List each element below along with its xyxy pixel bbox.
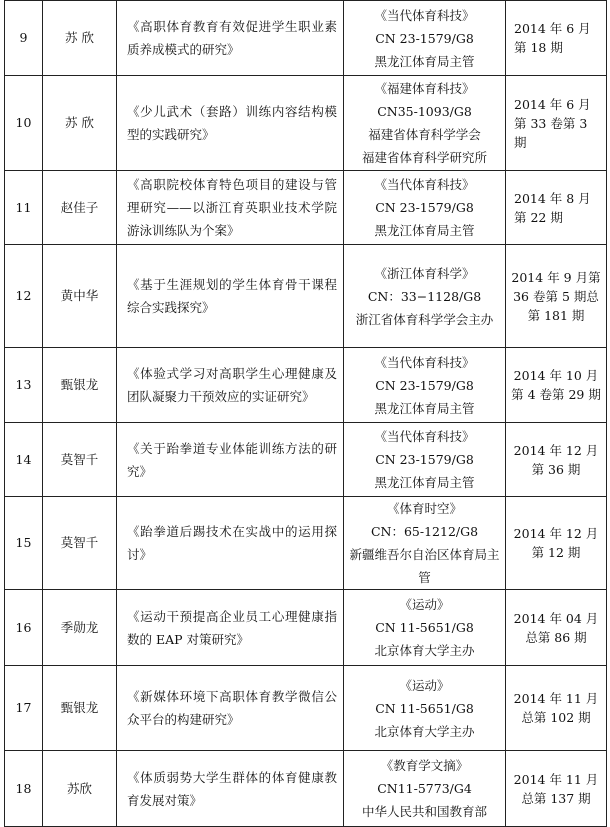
journal-publisher: 北京体育大学主办 bbox=[374, 723, 475, 739]
journal-info bbox=[344, 497, 506, 590]
publish-date: 2014 年 04 月总第 86 期 bbox=[506, 590, 607, 666]
table-row bbox=[5, 423, 607, 497]
publish-date: 2014 年 12 月第 36 期 bbox=[506, 423, 607, 497]
table-row bbox=[5, 497, 607, 590]
table-row bbox=[5, 76, 607, 171]
publish-date: 2014 年 10 月第 4 卷第 29 期 bbox=[506, 348, 607, 423]
journal-info bbox=[344, 348, 506, 423]
author: 苏 欣 bbox=[43, 1, 117, 76]
author: 黄中华 bbox=[43, 245, 117, 348]
journal-publisher: 黑龙江体育局主管 bbox=[374, 223, 475, 238]
paper-title: 《少儿武术（套路）训练内容结构模型的实践研究》 bbox=[117, 76, 344, 171]
journal-info bbox=[344, 666, 506, 751]
row-number: 14 bbox=[5, 423, 43, 497]
journal-publisher: 福建省体育科学学会 bbox=[368, 127, 481, 142]
publish-date: 2014 年 6 月第 18 期 bbox=[506, 1, 607, 76]
publish-date: 2014 年 12 月第 12 期 bbox=[506, 497, 607, 590]
row-number: 11 bbox=[5, 171, 43, 245]
journal-cn: CN 23-1579/G8 bbox=[375, 30, 474, 46]
journal-publisher: 北京体育大学主办 bbox=[374, 643, 475, 658]
row-number: 16 bbox=[5, 590, 43, 666]
author: 甄银龙 bbox=[43, 348, 117, 423]
paper-title: 《体验式学习对高职学生心理健康及团队凝聚力干预效应的实证研究》 bbox=[117, 348, 344, 423]
journal-name: 《当代体育科技》 bbox=[374, 354, 475, 370]
journal-cn: CN 23-1579/G8 bbox=[375, 377, 474, 393]
row-number: 10 bbox=[5, 76, 43, 171]
paper-title: 《高职院校体育特色项目的建设与管理研究——以浙江育英职业技术学院游泳训练队为个案》 bbox=[117, 171, 344, 245]
journal-cn: CN35-1093/G8 bbox=[377, 104, 472, 119]
journal-cn: CN 23-1579/G8 bbox=[375, 452, 474, 467]
table-row bbox=[5, 590, 607, 666]
journal-cn: CN 23-1579/G8 bbox=[375, 200, 474, 215]
author: 苏欣 bbox=[43, 751, 117, 827]
publication-table bbox=[4, 0, 607, 827]
table-row bbox=[5, 171, 607, 245]
journal-cn: CN：33−1128/G8 bbox=[367, 288, 482, 304]
publish-date: 2014 年 6 月第 33 卷第 3 期 bbox=[506, 76, 607, 171]
journal-name: 《福建体育科技》 bbox=[374, 81, 475, 96]
table-row bbox=[5, 348, 607, 423]
journal-publisher: 黑龙江体育局主管 bbox=[374, 53, 475, 69]
journal-name: 《体育时空》 bbox=[386, 501, 462, 516]
journal-info bbox=[344, 245, 506, 348]
paper-title: 《关于跆拳道专业体能训练方法的研究》 bbox=[117, 423, 344, 497]
row-number: 18 bbox=[5, 751, 43, 827]
journal-name: 《运动》 bbox=[399, 597, 450, 612]
author: 甄银龙 bbox=[43, 666, 117, 751]
publish-date: 2014 年 9 月第 36 卷第 5 期总第 181 期 bbox=[506, 245, 607, 348]
author: 莫智千 bbox=[43, 497, 117, 590]
row-number: 17 bbox=[5, 666, 43, 751]
paper-title: 《新媒体环境下高职体育教学微信公众平台的构建研究》 bbox=[117, 666, 344, 751]
journal-name: 《教育学文摘》 bbox=[380, 758, 469, 773]
row-number: 9 bbox=[5, 1, 43, 76]
paper-title: 《跆拳道后踢技术在实战中的运用探讨》 bbox=[117, 497, 344, 590]
author: 苏 欣 bbox=[43, 76, 117, 171]
journal-cn: CN 11-5651/G8 bbox=[375, 700, 474, 716]
journal-cn: CN11-5773/G4 bbox=[377, 781, 472, 796]
journal-publisher: 中华人民共和国教育部 bbox=[361, 804, 487, 819]
journal-publisher: 新疆维吾尔自治区体育局主管 bbox=[349, 547, 500, 585]
author: 莫智千 bbox=[43, 423, 117, 497]
publish-date: 2014 年 11 月总第 102 期 bbox=[506, 666, 607, 751]
paper-title: 《体质弱势大学生群体的体育健康教育发展对策》 bbox=[117, 751, 344, 827]
journal-publisher: 浙江省体育科学学会主办 bbox=[355, 311, 494, 327]
journal-info bbox=[344, 1, 506, 76]
table-row bbox=[5, 245, 607, 348]
journal-cn: CN 11-5651/G8 bbox=[375, 620, 474, 635]
author: 季勋龙 bbox=[43, 590, 117, 666]
publish-date: 2014 年 8 月第 22 期 bbox=[506, 171, 607, 245]
journal-publisher: 黑龙江体育局主管 bbox=[374, 475, 475, 490]
journal-name: 《运动》 bbox=[399, 677, 450, 693]
paper-title: 《基于生涯规划的学生体育骨干课程综合实践探究》 bbox=[117, 245, 344, 348]
row-number: 15 bbox=[5, 497, 43, 590]
paper-title: 《高职体育教育有效促进学生职业素质养成模式的研究》 bbox=[117, 1, 344, 76]
row-number: 12 bbox=[5, 245, 43, 348]
journal-publisher: 黑龙江体育局主管 bbox=[374, 400, 475, 416]
journal-info bbox=[344, 423, 506, 497]
journal-info bbox=[344, 590, 506, 666]
table-row bbox=[5, 751, 607, 827]
table-row bbox=[5, 666, 607, 751]
journal-name: 《浙江体育科学》 bbox=[374, 265, 475, 281]
paper-title: 《运动干预提高企业员工心理健康指数的 EAP 对策研究》 bbox=[117, 590, 344, 666]
journal-info bbox=[344, 171, 506, 245]
journal-name: 《当代体育科技》 bbox=[374, 177, 475, 192]
journal-publisher: 福建省体育科学研究所 bbox=[361, 150, 487, 165]
journal-name: 《当代体育科技》 bbox=[374, 429, 475, 444]
journal-info bbox=[344, 76, 506, 171]
journal-name: 《当代体育科技》 bbox=[374, 7, 475, 23]
row-number: 13 bbox=[5, 348, 43, 423]
table-row bbox=[5, 1, 607, 76]
author: 赵佳子 bbox=[43, 171, 117, 245]
publish-date: 2014 年 11 月总第 137 期 bbox=[506, 751, 607, 827]
journal-cn: CN：65-1212/G8 bbox=[370, 524, 479, 539]
journal-info bbox=[344, 751, 506, 827]
